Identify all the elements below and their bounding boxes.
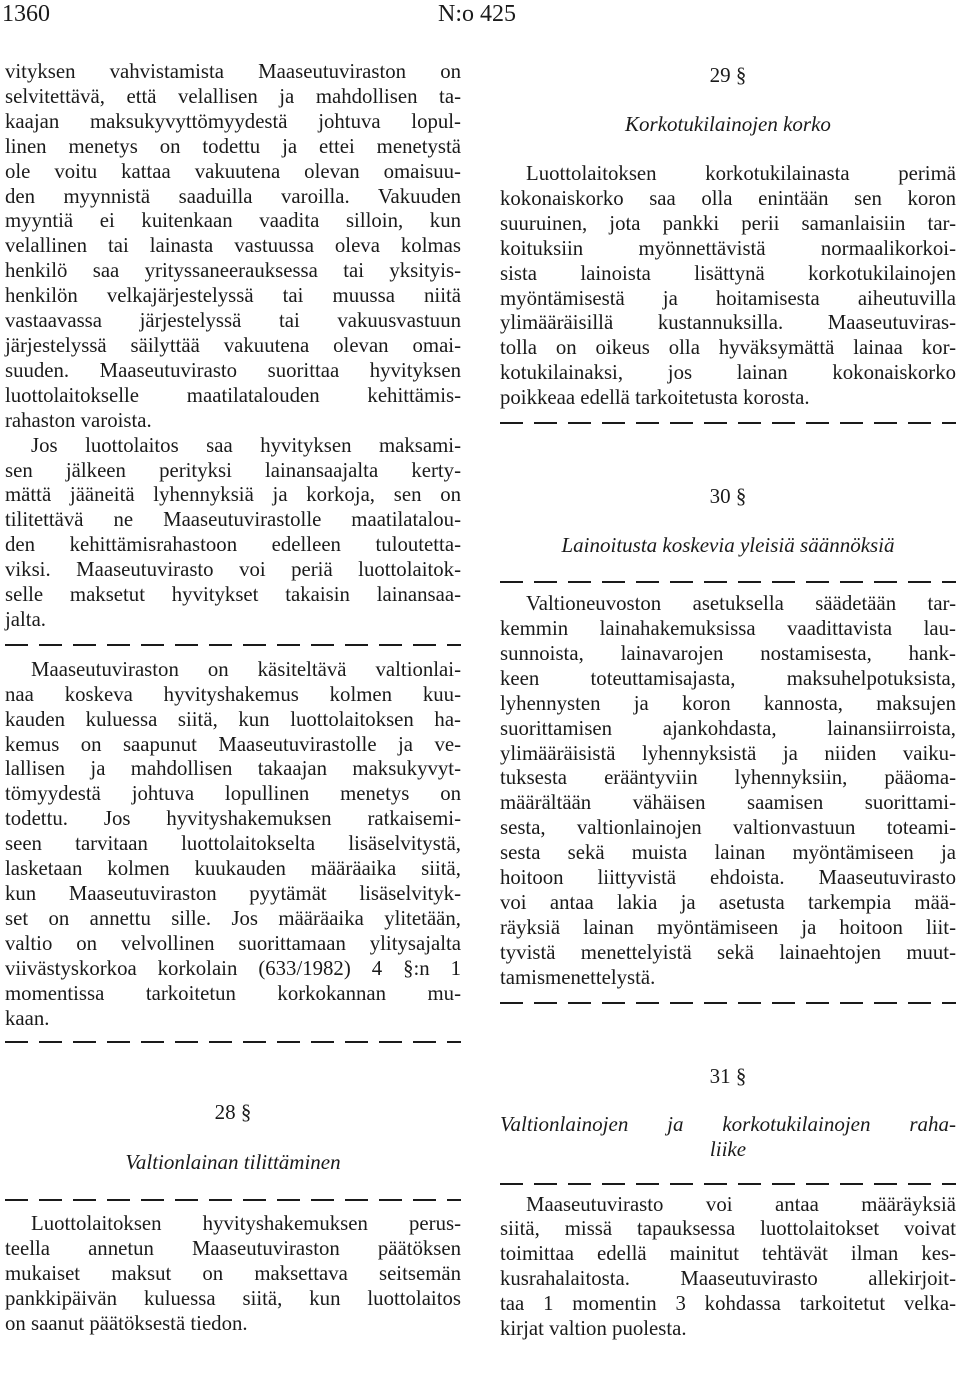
text-line: mättä jääneitä lyhennyksiä ja korkoja, sen on [5,483,461,507]
paragraph-refund-recovery [5,434,461,633]
text-line: Maaseutuvirasto voi antaa määräyksiä [526,1192,956,1216]
text-line: Luottolaitoksen hyvityshakemuksen perus- [31,1212,461,1236]
text-line: lallisen ja mahdollisen takaajan maksukyvyt- [5,757,461,781]
text-line: räyksiä lainan myöntämiseen ja hoitoon liit- [500,915,956,939]
text-line: ylimääräisistä lyhennyksistä ja niiden vaiku- [500,741,956,765]
text-line: myyntiä ei kuitenkaan vaadita silloin, kun [5,209,461,233]
text-line: mukaiset maksut on maksettava seitsemän [5,1262,461,1286]
text-line: tömyydestä johtuva lopullinen menetys on [5,782,461,806]
left-column [5,60,461,1337]
section-31-number: 31 § [709,1063,747,1088]
section-31-title [500,1112,956,1162]
text-line: Jos luottolaitos saa hyvityksen maksami- [31,433,461,457]
text-line: henkilö saa yrityssaneerauksessa tai yksityis- [5,259,461,283]
text-line: poikkeaa edellä tarkoitetusta korosta. [500,386,810,410]
text-line: linen menetys on todettu ja ettei menetystä [5,134,461,158]
text-line: kaan. [5,1006,50,1030]
paragraph-general-provisions [500,592,956,991]
section-divider [500,422,956,424]
text-line: järjestelyssä säilyttää vakuutena olevan omai- [5,333,461,357]
text-line: taa 1 momentin 3 kohdassa tarkoitetut velka- [500,1292,956,1316]
section-30-title: Lainoitusta koskevia yleisiä säännöksiä [561,533,895,558]
text-line: kemmin lainahakemuksissa vaadittavista lau- [500,616,956,640]
paragraph-money-transfer [500,1193,956,1342]
text-line: koituksiin myönnettävistä normaalikorkoi- [500,236,956,260]
text-line: tyvistä menettelyistä sekä lainaehtojen muut- [500,940,956,964]
text-line: selle maksetut hyvitykset takaisin lainansaa- [5,583,461,607]
text-line: kun Maaseutuviraston pyytämät lisäselvityk- [5,882,461,905]
text-line: sista lainoista lisättynä korkotukilainojen [500,261,956,285]
text-line: Maaseutuviraston on käsiteltävä valtionlai- [31,657,461,681]
text-line: valtio on velvollinen suorittamaan ylitysajalta [5,931,461,955]
right-column [500,60,956,1342]
text-line: kusrahalaitosta. Maaseutuvirasto allekirjoit- [500,1267,956,1291]
page-header [0,0,960,30]
section-30-number: 30 § [709,484,747,509]
text-line: Valtionlainojen ja korkotukilainojen raha- [500,1111,956,1136]
text-line: sen jälkeen perityksi lainansaajalta kerty- [5,458,461,482]
section-divider [5,1199,461,1201]
section-divider [5,644,461,646]
text-line: lasketaan kolmen kuukauden määräaika siitä, [5,857,461,881]
text-line: todettu. Jos hyvityshakemuksen ratkaisemi- [5,807,461,831]
section-divider [500,581,956,583]
text-line: suuruinen, jota pankki perii samanlaisiin tar- [500,211,956,235]
text-line: sunnoista, lainavarojen nostamisesta, hank- [500,641,956,665]
text-line: siitä, missä tapauksessa luottolaitokset voivat [500,1217,956,1241]
text-line: Luottolaitoksen korkotukilainasta perimä [526,162,956,185]
text-line: lyhennysten ja koron kannosta, maksujen [500,691,956,715]
text-line: myöntämisestä ja hoitamisesta aiheutuvilla [500,286,956,310]
text-line: kaajan maksukyvyttömyydestä johtuva lopul- [5,109,461,133]
text-line: voi antaa lakia ja asetusta tarkempia mää- [500,890,956,914]
paragraph-refund-confirmation [5,60,461,434]
text-line: naa koskeva hyvityshakemus kolmen kuu- [5,682,461,706]
text-line: kirjat valtion puolesta. [500,1317,687,1341]
section-29-title: Korkotukilainojen korko [625,112,831,136]
text-line: sesta sekä muista lainan myöntämiseen ja [500,841,956,865]
paragraph-payment [5,1212,461,1337]
page-number: 1360 [2,1,50,27]
text-line: kotukilainaksi, jos lainan kokonaiskorko [500,361,956,385]
text-line: keen toteuttamisajasta, maksuhelpotuksista, [500,666,956,690]
text-line: liike [709,1136,747,1161]
text-line: seen tarvitaan luottolaitokselta lisäselvitystä, [5,832,461,856]
text-line: tamismenettelystä. [500,965,656,989]
text-line: henkilön velkajärjestelyssä tai muussa niitä [5,284,461,308]
text-line: vityksen vahvistamista Maaseutuviraston on [5,60,461,83]
text-line: tilitettävä ne Maaseutuvirastolle maatilatalou- [5,508,461,532]
section-divider [500,1183,956,1185]
text-line: vastaavassa järjestelyssä tai vakuusvastuun [5,309,461,333]
text-line: teella annetun Maaseutuviraston päätöksen [5,1237,461,1261]
text-line: den myynnistä saaduilla varoilla. Vakuuden [5,184,461,208]
text-line: kokonaiskorko saa olla enintään sen koron [500,186,956,210]
text-line: ylimääräisillä kustannuksilla. Maaseutuviras- [500,311,956,335]
text-line: jalta. [5,607,46,631]
text-line: suorittamisen ajankohdasta, lainansiirroista, [500,716,956,740]
issue-number: N:o 425 [438,1,516,27]
section-28-title: Valtionlainan tilittäminen [125,1150,341,1175]
text-line: den kehittämisrahastoon edelleen tuloutetta- [5,533,461,557]
text-line: kauden kuluessa siitä, kun luottolaitoksen ha- [5,707,461,731]
text-line: ole voitu kattaa vakuutena olevan omaisuu- [5,159,461,183]
text-line: toimittaa edellä mainitut tehtävät ilman kes- [500,1242,956,1266]
section-divider [500,1002,956,1004]
text-line: kemus on saapunut Maaseutuvirastolle ja ve- [5,732,461,756]
text-line: määrältään vähäisen saamisen suorittami- [500,791,956,815]
text-line: viivästyskorkoa korkolain (633/1982) 4 §:n 1 [5,956,461,980]
text-line: velallinen tai lainasta vastuussa oleva kolmas [5,234,461,258]
text-line: viksi. Maaseutuvirasto voi periä luottolaitok- [5,558,461,582]
section-28-number: 28 § [214,1100,252,1125]
text-line: momentissa tarkoitetun korkokannan mu- [5,981,461,1005]
paragraph-interest-rate [500,162,956,411]
text-line: tolla on oikeus olla hyväksymättä lainaa kor- [500,336,956,360]
text-line: set on annettu sille. Jos määräaika ylitetään, [5,906,461,930]
text-line: suuden. Maaseutuvirasto suorittaa hyvityksen [5,358,461,382]
text-line: Valtioneuvoston asetuksella säädetään tar- [526,592,956,616]
text-line: sesta, valtionlainojen valtionvastuun toteami- [500,816,956,840]
text-line: tuksesta erääntyviin lyhennyksiin, pääoma- [500,766,956,790]
text-line: luottolaitokselle maatilatalouden kehittämis- [5,383,461,407]
text-line: selvitettävä, että velallisen ja mahdollisen ta- [5,84,461,108]
text-line: on saanut päätöksestä tiedon. [5,1312,248,1336]
text-line: pankkipäivän kuluessa siitä, kun luottolaitos [5,1287,461,1311]
text-line: rahaston varoista. [5,408,152,432]
paragraph-processing-time [5,658,461,1032]
section-divider [5,1041,461,1043]
text-line: hoitoon liittyvistä ehdoista. Maaseutuvirasto [500,866,956,890]
section-29-number: 29 § [709,63,747,87]
